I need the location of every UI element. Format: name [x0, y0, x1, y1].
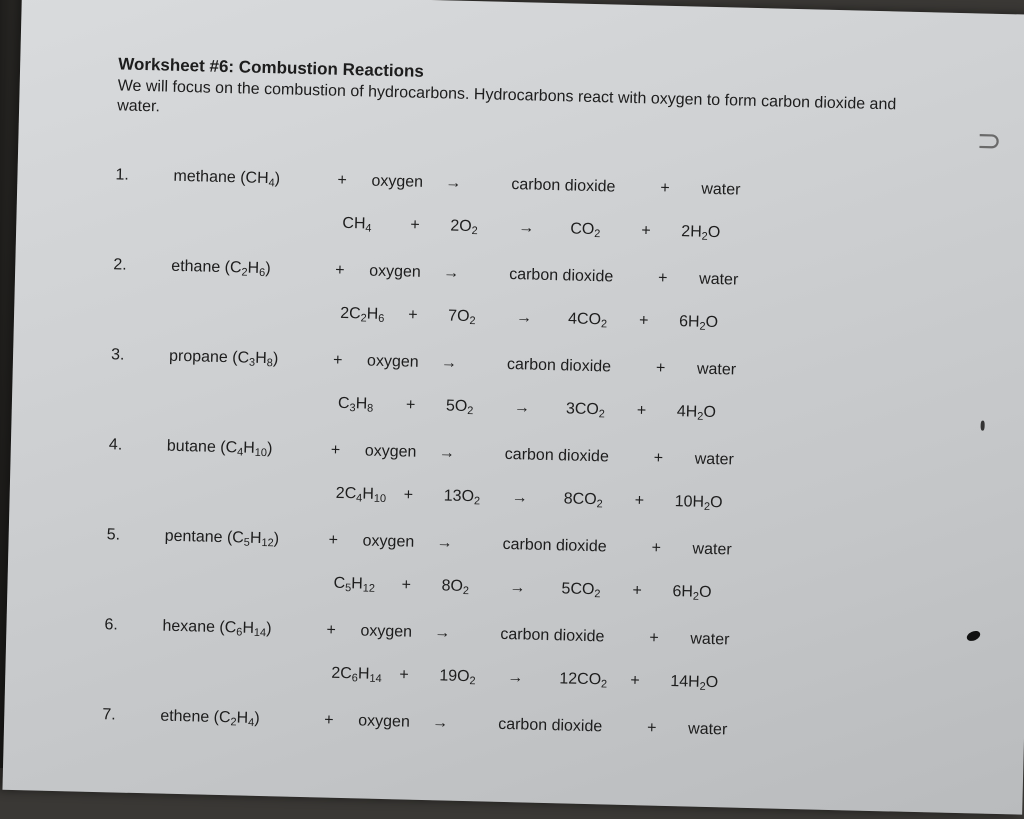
arrow: → [436, 534, 453, 552]
plus-sign: + [324, 711, 334, 729]
formula-fuel: C3H8 [337, 394, 374, 415]
plus-sign: + [660, 179, 670, 197]
product-water: water [690, 630, 730, 649]
reactant-oxygen: oxygen [371, 172, 424, 191]
arrow: → [513, 399, 531, 417]
worksheet-paper [2, 0, 1024, 815]
plus-sign: + [399, 666, 409, 684]
formula-carbon-dioxide: 3CO2 [565, 400, 605, 421]
balanced-equation [108, 479, 988, 522]
plus-sign: + [657, 269, 668, 287]
formula-water: 4H2O [676, 403, 717, 423]
product-water: water [692, 540, 732, 559]
plus-sign: + [655, 359, 666, 377]
problem-number: 1. [115, 166, 130, 184]
word-equation [115, 166, 995, 209]
arrow: → [443, 264, 460, 282]
arrow: → [515, 309, 533, 327]
reactant-name: methane (CH4) [173, 167, 281, 190]
balanced-equation [110, 389, 990, 432]
formula-water: 6H2O [672, 583, 712, 603]
arrow: → [507, 669, 524, 687]
problem-number: 4. [108, 436, 123, 454]
plus-sign: + [405, 396, 416, 414]
reactant-oxygen: oxygen [358, 712, 411, 731]
plus-sign: + [332, 351, 343, 369]
plus-sign: + [630, 672, 640, 690]
worksheet [102, 54, 998, 739]
problem-number: 2. [113, 256, 127, 274]
product-carbon-dioxide: carbon dioxide [500, 625, 605, 646]
formula-carbon-dioxide: 5CO2 [561, 580, 601, 601]
reactant-name: propane (C3H8) [168, 347, 279, 370]
product-water: water [694, 450, 735, 469]
plus-sign: + [337, 171, 347, 189]
formula-oxygen: 19O2 [439, 667, 476, 688]
problem-number: 6. [104, 616, 119, 634]
plus-sign: + [638, 312, 649, 330]
product-water: water [687, 720, 728, 739]
arrow: → [440, 354, 458, 372]
formula-water: 6H2O [678, 313, 719, 333]
formula-fuel: 2C4H10 [335, 484, 387, 506]
balanced-equation [112, 299, 992, 342]
arrow: → [509, 579, 526, 597]
formula-fuel: C5H12 [333, 574, 376, 595]
formula-carbon-dioxide: 12CO2 [559, 670, 608, 691]
reactant-name: pentane (C5H12) [164, 527, 280, 550]
plus-sign: + [646, 719, 657, 737]
formula-oxygen: 7O2 [447, 307, 476, 328]
reactant-name: butane (C4H10) [166, 437, 273, 460]
formula-oxygen: 13O2 [443, 487, 481, 508]
product-carbon-dioxide: carbon dioxide [506, 355, 612, 376]
arrow: → [445, 174, 462, 192]
plus-sign: + [403, 486, 414, 504]
plus-sign: + [401, 576, 412, 594]
formula-water: 2H2O [681, 223, 721, 243]
plus-sign: + [641, 222, 651, 240]
plus-sign: + [326, 621, 336, 639]
formula-oxygen: 2O2 [450, 217, 478, 238]
formula-carbon-dioxide: 8CO2 [563, 490, 603, 511]
formula-carbon-dioxide: 4CO2 [567, 310, 608, 331]
worksheet-intro: We will focus on the combustion of hydrocarbons. Hydrocarbons react with oxygen to form carbon dioxide and water. [116, 77, 897, 116]
plus-sign: + [651, 539, 662, 557]
formula-carbon-dioxide: CO2 [570, 220, 601, 241]
product-water: water [698, 270, 739, 289]
reactant-name: hexane (C6H14) [162, 617, 272, 640]
balanced-equation [103, 659, 983, 702]
reactant-oxygen: oxygen [360, 622, 413, 641]
plus-sign: + [634, 492, 645, 510]
reactant-oxygen: oxygen [362, 532, 415, 551]
balanced-equation [105, 569, 985, 612]
product-carbon-dioxide: carbon dioxide [511, 176, 616, 196]
arrow: → [438, 444, 456, 462]
reactant-oxygen: oxygen [369, 262, 422, 281]
product-carbon-dioxide: carbon dioxide [504, 445, 610, 466]
formula-oxygen: 5O2 [445, 397, 474, 418]
plus-sign: + [330, 441, 341, 459]
reactant-name: ethane (C2H6) [171, 257, 271, 280]
plus-sign: + [410, 216, 420, 234]
plus-sign: + [653, 449, 664, 467]
reactant-oxygen: oxygen [364, 442, 417, 461]
product-carbon-dioxide: carbon dioxide [508, 265, 614, 286]
balanced-equation [114, 209, 994, 252]
product-carbon-dioxide: carbon dioxide [502, 535, 607, 556]
plus-sign: + [335, 261, 345, 279]
formula-fuel: CH4 [342, 214, 372, 235]
product-water: water [701, 180, 741, 199]
formula-fuel: 2C2H6 [339, 304, 385, 325]
pen-mark: ⊃ [976, 124, 1003, 158]
plus-sign: + [407, 306, 418, 324]
plus-sign: + [649, 629, 659, 647]
reactant-name: ethene (C2H4) [160, 707, 260, 729]
problem-list [100, 166, 995, 817]
worksheet-title: Worksheet #6: Combustion Reactions [117, 54, 425, 81]
problem-number: 3. [110, 346, 125, 364]
arrow: → [518, 219, 535, 237]
formula-fuel: 2C6H14 [331, 664, 382, 685]
plus-sign: + [328, 531, 339, 549]
product-carbon-dioxide: carbon dioxide [497, 715, 603, 736]
arrow: → [434, 624, 451, 642]
reactant-oxygen: oxygen [366, 352, 419, 371]
plus-sign: + [636, 402, 647, 420]
arrow: → [432, 714, 449, 732]
plus-sign: + [632, 582, 643, 600]
formula-oxygen: 8O2 [441, 577, 470, 598]
ink-dot [981, 421, 985, 431]
arrow: → [511, 489, 528, 507]
problem-number: 7. [102, 706, 116, 724]
formula-water: 10H2O [674, 493, 723, 513]
problem-number: 5. [106, 526, 121, 544]
product-water: water [696, 360, 737, 379]
formula-water: 14H2O [670, 673, 719, 693]
